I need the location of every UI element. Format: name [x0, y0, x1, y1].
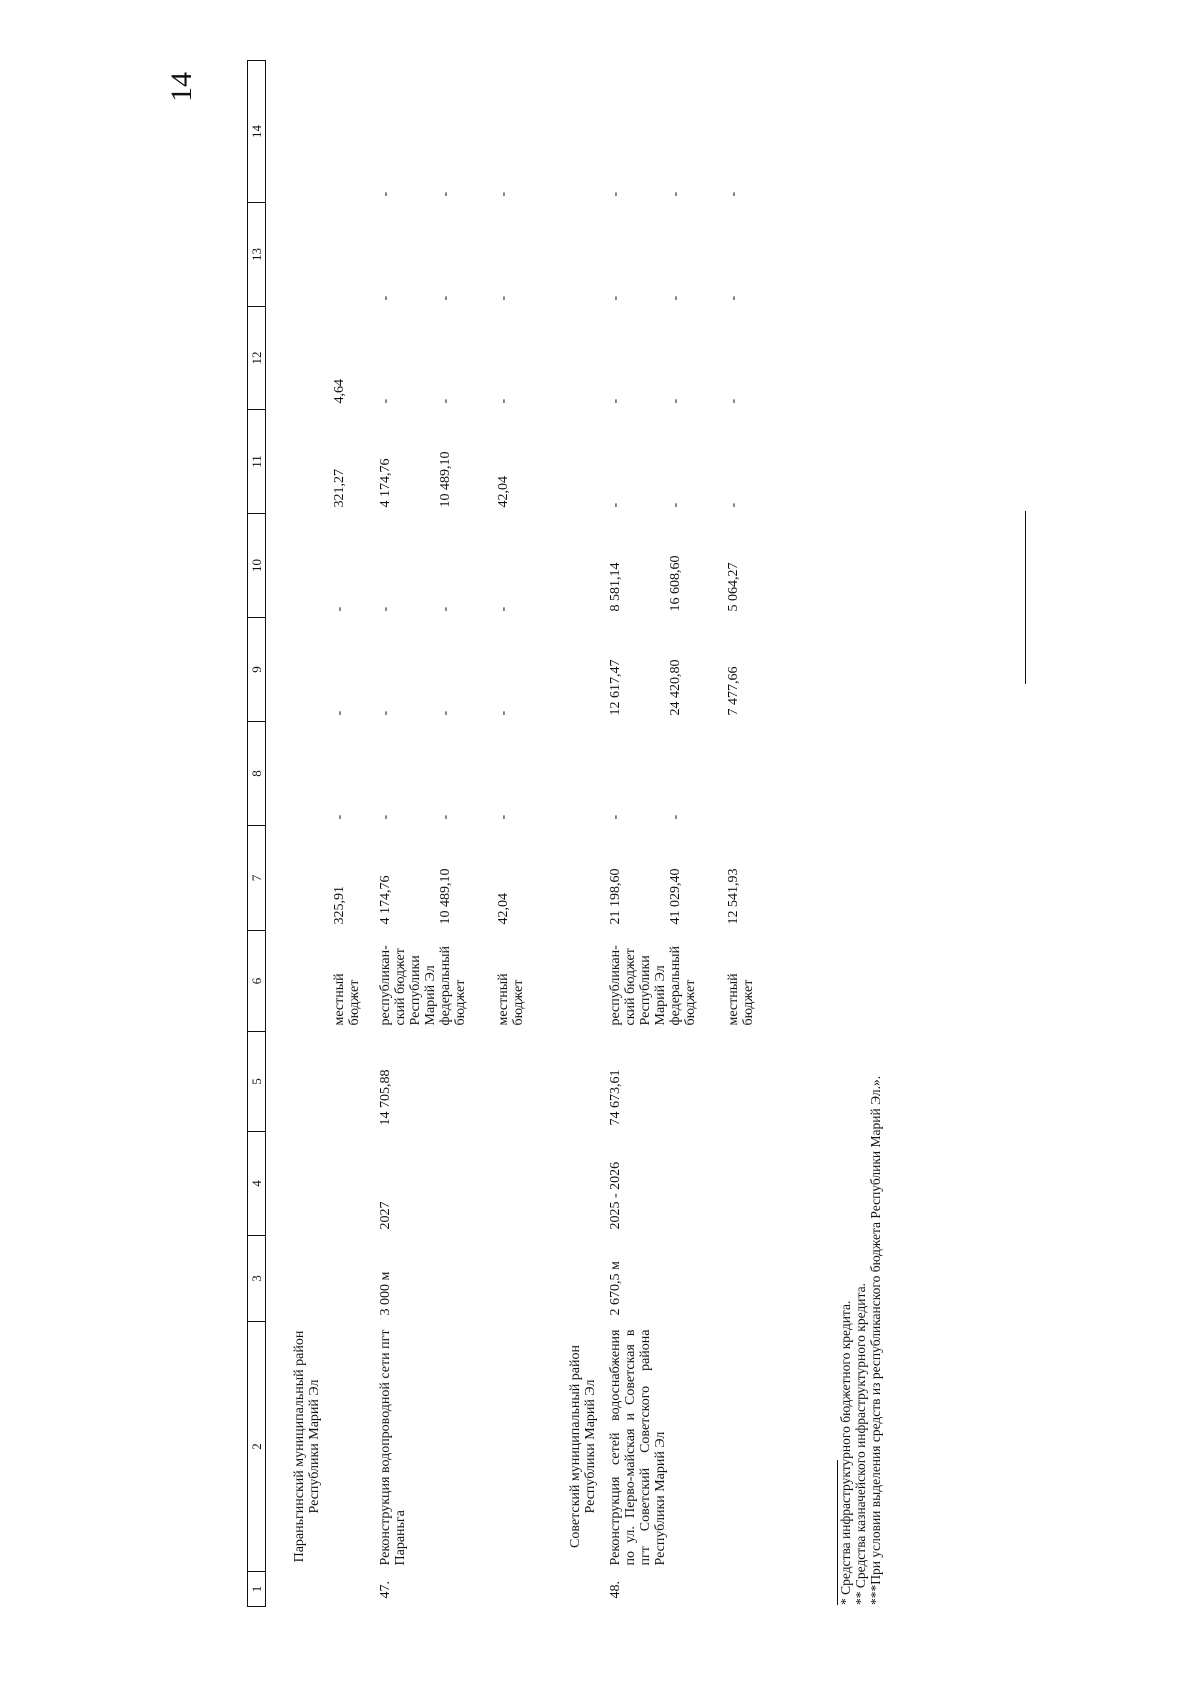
header-row [248, 61, 266, 1607]
project-title: Реконструкция водопроводной сети пгт Параньга [378, 1329, 408, 1566]
column-header: 14 [248, 61, 266, 203]
value-cell-c14: - [496, 191, 511, 197]
value-cell-c9: 24 420,80 [668, 659, 683, 716]
value-cell-c10: - [496, 606, 511, 612]
value-cell-c7: 325,91 [332, 886, 347, 925]
value-cell-c13: - [668, 295, 683, 301]
column-header: 10 [248, 514, 266, 618]
region-name: Советский муниципальный район Республики Марий Эл [568, 1345, 598, 1548]
value-cell-c11: - [608, 502, 623, 508]
value-cell-c9: 7 477,66 [726, 666, 741, 716]
value-cell-c11: - [726, 502, 741, 508]
value-cell-c11: 10 489,10 [438, 451, 453, 508]
value-cell-c8: - [668, 814, 683, 820]
region-name: Параньгинский муниципальный район Республики Марий Эл [292, 1330, 322, 1563]
column-header: 8 [248, 722, 266, 826]
column-header: 5 [248, 1032, 266, 1132]
value-cell-c7: 42,04 [496, 893, 511, 925]
value-cell-c8: - [608, 814, 623, 820]
value-cell-c12: - [726, 398, 741, 404]
row-number: 48. [608, 1581, 623, 1599]
value-cell-c8 [726, 722, 772, 826]
project-length: 3 000 м [378, 1271, 393, 1316]
value-cell-c10: 8 581,14 [608, 562, 623, 612]
value-cell-c8: - [332, 814, 347, 820]
value-cell-c7: 41 029,40 [668, 868, 683, 925]
value-cell-c12: - [378, 398, 393, 404]
table-body [266, 61, 773, 1607]
column-header: 11 [248, 410, 266, 514]
column-header: 9 [248, 618, 266, 722]
value-cell-c10: - [378, 606, 393, 612]
funding-source: республикан-ский бюджет Республики Марий Эл [608, 945, 668, 1026]
region-row [542, 61, 608, 1607]
value-cell-c12: - [608, 398, 623, 404]
column-header: 4 [248, 1132, 266, 1236]
value-cell-c11: 42,04 [496, 476, 511, 508]
value-cell-c13: - [726, 295, 741, 301]
footnote: * Средства инфраструктурного бюджетного кредита. [838, 1300, 853, 1605]
funding-source: местный бюджет [332, 973, 362, 1026]
footnote: ***При условии выделения средств из республиканского бюджета Республики Марий Эл.». [868, 1075, 883, 1605]
value-cell-c10: 5 064,27 [726, 562, 741, 612]
value-cell-c11: 321,27 [332, 469, 347, 508]
project-length [332, 1236, 378, 1322]
footnotes [838, 305, 883, 1605]
project-period: 2025 - 2026 [608, 1161, 623, 1230]
value-cell-c12: - [496, 398, 511, 404]
table-row [378, 61, 438, 1607]
value-cell-c14: - [726, 191, 741, 197]
value-cell-c9: - [438, 710, 453, 716]
value-cell-c11: - [668, 502, 683, 508]
value-cell-c13: - [608, 295, 623, 301]
table-row [332, 61, 378, 1607]
value-cell-c8: - [496, 814, 511, 820]
value-cell-c8: - [378, 814, 393, 820]
value-cell-c14: - [668, 191, 683, 197]
project-total: 74 673,61 [608, 1069, 623, 1126]
value-cell-c9: 12 617,47 [608, 659, 623, 716]
column-header: 7 [248, 826, 266, 931]
project-period: 2027 [378, 1201, 393, 1230]
project-title: Реконструкция сетей водоснабжения по ул. Перво-майская и Советская в пгт Советский Советского района Республики Марий Эл [608, 1329, 668, 1566]
value-cell-c8: - [438, 814, 453, 820]
funding-source: федеральный бюджет [668, 945, 698, 1026]
value-cell-c9: - [378, 710, 393, 716]
budget-table [247, 60, 772, 1607]
value-cell-c14: - [378, 191, 393, 197]
value-cell-c10: - [438, 606, 453, 612]
funding-source: федеральный бюджет [438, 945, 468, 1026]
table-row [608, 61, 668, 1607]
value-cell-c14: - [438, 191, 453, 197]
value-cell-c13 [332, 203, 378, 307]
project-total: 14 705,88 [378, 1069, 393, 1126]
value-cell-c9: - [496, 710, 511, 716]
project-period [332, 1132, 378, 1236]
value-cell-c10: - [332, 606, 347, 612]
value-cell-c14: - [608, 191, 623, 197]
row-number [332, 1572, 378, 1607]
region-row [266, 61, 333, 1607]
value-cell-c10: 16 608,60 [668, 555, 683, 612]
value-cell-c14 [332, 61, 378, 203]
value-cell-c13: - [496, 295, 511, 301]
row-number: 47. [378, 1581, 393, 1599]
funding-source: республикан-ский бюджет Республики Марий Эл [378, 945, 438, 1026]
page-number: 14 [165, 72, 198, 102]
value-cell-c7: 4 174,76 [378, 875, 393, 925]
column-header: 13 [248, 203, 266, 307]
value-cell-c7: 10 489,10 [438, 868, 453, 925]
section-rule [1025, 511, 1026, 684]
column-header: 1 [248, 1572, 266, 1607]
value-cell-c13: - [378, 295, 393, 301]
funding-source: местный бюджет [496, 973, 526, 1026]
footnote: ** Средства казначейского инфраструктурного кредита. [853, 1283, 868, 1605]
value-cell-c12: - [438, 398, 453, 404]
project-length: 2 670,5 м [608, 1261, 623, 1316]
value-cell-c11: 4 174,76 [378, 458, 393, 508]
value-cell-c12: - [668, 398, 683, 404]
column-header: 3 [248, 1236, 266, 1322]
column-header: 2 [248, 1322, 266, 1572]
value-cell-c9: - [332, 710, 347, 716]
value-cell-c12: 4,64 [332, 379, 347, 404]
funding-source: местный бюджет [726, 973, 756, 1026]
value-cell-c13: - [438, 295, 453, 301]
project-total [332, 1032, 378, 1132]
value-cell-c7: 21 198,60 [608, 868, 623, 925]
value-cell-c7: 12 541,93 [726, 868, 741, 925]
column-header: 6 [248, 931, 266, 1032]
column-header: 12 [248, 307, 266, 410]
project-title [332, 1322, 378, 1572]
